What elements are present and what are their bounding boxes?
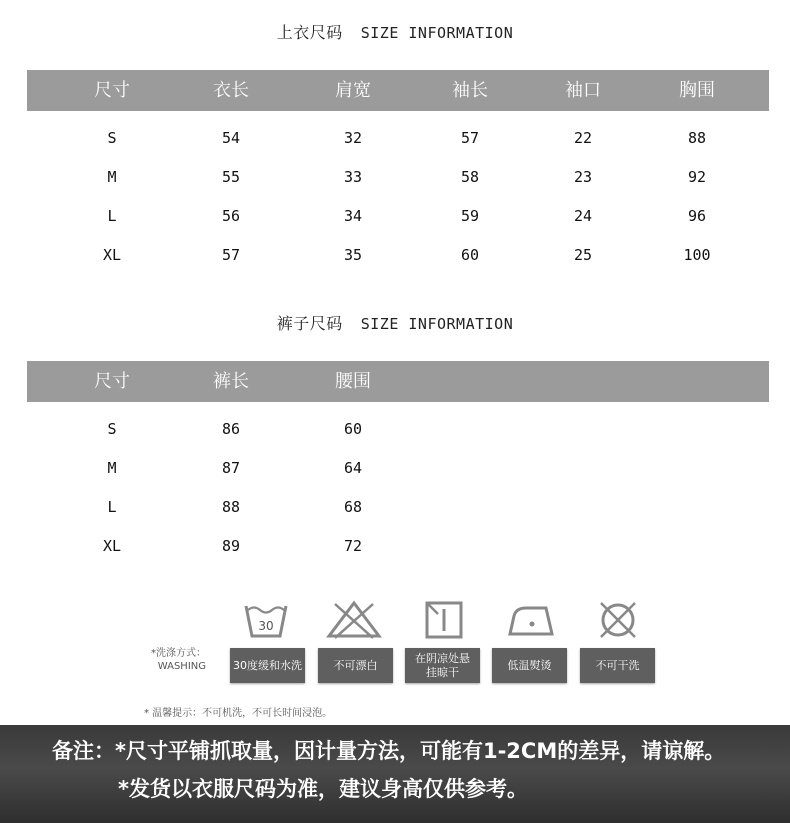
table-cell: 24 [573, 207, 593, 225]
line-dry-shade-icon [424, 600, 464, 640]
top-size-title-cn: 上衣尺码 [276, 23, 343, 42]
table-cell: 35 [343, 246, 363, 264]
table-cell: 55 [221, 168, 241, 186]
warm-tip: * 温馨提示：不可机洗，不可长时间浸泡。 [144, 708, 333, 719]
footer-notes [0, 725, 790, 823]
table-cell: 59 [460, 207, 480, 225]
care-button-no-bleach: 不可漂白 [318, 648, 393, 683]
table-cell: 88 [687, 129, 707, 147]
no-dry-clean-icon [596, 600, 640, 640]
care-button-no-dry-clean: 不可干洗 [580, 648, 655, 683]
table-cell: 60 [343, 420, 363, 438]
no-bleach-icon [325, 600, 383, 640]
table-cell: 86 [221, 420, 241, 438]
table-cell: 92 [687, 168, 707, 186]
washing-label [146, 647, 206, 673]
table-cell: 64 [343, 459, 363, 477]
top-size-title [0, 20, 790, 43]
table-cell: 58 [460, 168, 480, 186]
table-cell: 22 [573, 129, 593, 147]
table-cell: 88 [221, 498, 241, 516]
table-cell: 34 [343, 207, 363, 225]
iron-low-icon [506, 602, 558, 638]
table-cell: XL [102, 537, 122, 555]
table-cell: L [107, 207, 117, 225]
washing-label-en: WASHING [157, 661, 206, 672]
table-cell: 96 [687, 207, 707, 225]
care-button-line-dry: 在阴凉处悬挂晾干 [405, 648, 480, 683]
table-cell: M [107, 459, 117, 477]
header-size: 尺寸 [94, 80, 130, 101]
wash-30-icon [243, 600, 289, 640]
table-cell: L [107, 498, 117, 516]
pants-size-title-cn: 裤子尺码 [276, 314, 343, 333]
footer-note-2: *发货以衣服尺码为准，建议身高仅供参考。 [118, 777, 528, 801]
table-cell: S [107, 129, 117, 147]
table-cell: 72 [343, 537, 363, 555]
top-size-title-en: SIZE INFORMATION [360, 24, 514, 42]
table-cell: 100 [683, 246, 711, 264]
header-pants-length: 裤长 [213, 371, 249, 392]
pants-size-title-en: SIZE INFORMATION [360, 315, 514, 333]
footer-note-1: 备注：*尺寸平铺抓取量，因计量方法，可能有1-2CM的差异，请谅解。 [52, 739, 726, 763]
top-size-header [27, 70, 769, 111]
table-cell: 32 [343, 129, 363, 147]
pants-size-title [0, 311, 790, 334]
header-shoulder: 肩宽 [335, 80, 371, 101]
table-cell: 89 [221, 537, 241, 555]
wash-temp-label: 30 [258, 619, 274, 633]
header-sleeve: 袖长 [452, 80, 488, 101]
header-length: 衣长 [213, 80, 249, 101]
table-cell: 23 [573, 168, 593, 186]
washing-label-cn: *洗涤方式： [151, 648, 206, 659]
table-cell: 25 [573, 246, 593, 264]
table-cell: 57 [221, 246, 241, 264]
table-cell: 87 [221, 459, 241, 477]
table-cell: 33 [343, 168, 363, 186]
header-size: 尺寸 [94, 371, 130, 392]
table-cell: M [107, 168, 117, 186]
table-cell: 56 [221, 207, 241, 225]
table-cell: 68 [343, 498, 363, 516]
care-button-iron: 低温熨烫 [492, 648, 567, 683]
pants-size-header [27, 361, 769, 402]
care-button-wash: 30度缓和水洗 [230, 648, 305, 683]
table-cell: S [107, 420, 117, 438]
table-cell: 54 [221, 129, 241, 147]
table-cell: 60 [460, 246, 480, 264]
table-cell: 57 [460, 129, 480, 147]
header-waist: 腰围 [335, 371, 371, 392]
table-cell: XL [102, 246, 122, 264]
header-chest: 胸围 [679, 80, 715, 101]
header-cuff: 袖口 [565, 80, 601, 101]
